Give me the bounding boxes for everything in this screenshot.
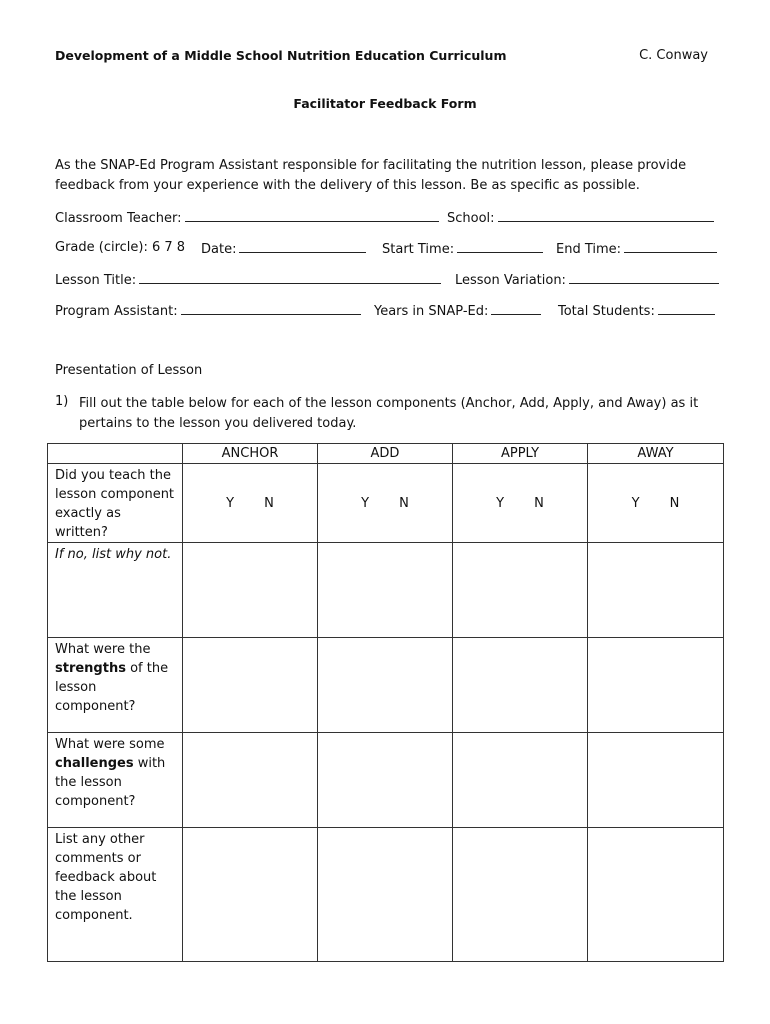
lesson-title-label: Lesson Title: — [55, 273, 137, 288]
answer-cell-add[interactable] — [318, 733, 453, 828]
school-line[interactable] — [498, 209, 714, 222]
yes-option[interactable]: Y — [496, 495, 505, 511]
row-label-taught: Did you teach the lesson component exactly as written? — [48, 464, 183, 543]
years-line[interactable] — [491, 302, 541, 315]
total-students-label: Total Students: — [558, 304, 655, 319]
total-students-line[interactable] — [658, 302, 715, 315]
column-header-away: AWAY — [588, 444, 724, 464]
answer-cell-apply[interactable] — [453, 638, 588, 733]
form-title: Facilitator Feedback Form — [293, 96, 477, 111]
grade-field[interactable] — [55, 240, 185, 255]
start-time-field[interactable] — [382, 240, 543, 257]
grade-label: Grade (circle): 6 7 8 — [55, 240, 186, 255]
no-option[interactable]: N — [399, 495, 409, 511]
lesson-title-line[interactable] — [139, 271, 441, 284]
classroom-teacher-field[interactable] — [55, 209, 439, 226]
no-option[interactable]: N — [669, 495, 680, 511]
table-row — [48, 733, 724, 828]
answer-cell-apply[interactable] — [453, 543, 588, 638]
yes-option[interactable]: Y — [361, 495, 370, 511]
answer-cell-add[interactable] — [318, 638, 453, 733]
yn-cell-anchor[interactable] — [183, 464, 318, 543]
question-text: Fill out the table below for each of the lesson components (Anchor, Add, Apply, and Away) as it pertains to the lesson you delivered today. — [79, 396, 699, 431]
answer-cell-anchor[interactable] — [183, 638, 318, 733]
lesson-variation-field[interactable] — [455, 271, 719, 288]
total-students-field[interactable] — [558, 302, 715, 319]
row-label-challenges — [48, 733, 183, 828]
column-header-add: ADD — [318, 444, 453, 464]
strengths-pre: What were the — [55, 642, 151, 657]
end-time-label: End Time: — [556, 242, 622, 257]
end-time-field[interactable] — [556, 240, 717, 257]
classroom-teacher-line[interactable] — [185, 209, 439, 222]
yn-cell-apply[interactable] — [453, 464, 588, 543]
answer-cell-add[interactable] — [318, 828, 453, 962]
date-line[interactable] — [239, 240, 366, 253]
answer-cell-away[interactable] — [588, 733, 724, 828]
yn-cell-away[interactable] — [588, 464, 724, 543]
question-number: 1) — [55, 394, 69, 409]
row-label-comments: List any other comments or feedback about the lesson component. — [48, 828, 183, 962]
row-label-if-no: If no, list why not. — [48, 543, 183, 638]
strengths-bold: strengths — [55, 661, 126, 676]
column-header-anchor: ANCHOR — [183, 444, 318, 464]
document-author: C. Conway — [639, 48, 708, 63]
answer-cell-anchor[interactable] — [183, 733, 318, 828]
table-row — [48, 543, 724, 638]
yes-option[interactable]: Y — [226, 495, 235, 511]
strengths-post: of the lesson component? — [55, 661, 169, 714]
document-header-title: Development of a Middle School Nutrition Education Curriculum — [55, 48, 507, 63]
program-assistant-field[interactable] — [55, 302, 361, 319]
table-row — [48, 828, 724, 962]
answer-cell-anchor[interactable] — [183, 543, 318, 638]
column-header-apply: APPLY — [453, 444, 588, 464]
table-header-row — [48, 444, 724, 464]
answer-cell-away[interactable] — [588, 828, 724, 962]
answer-cell-anchor[interactable] — [183, 828, 318, 962]
lesson-variation-label: Lesson Variation: — [455, 273, 566, 288]
program-assistant-line[interactable] — [181, 302, 361, 315]
date-field[interactable] — [201, 240, 366, 257]
lesson-title-field[interactable] — [55, 271, 441, 288]
intro-paragraph: As the SNAP-Ed Program Assistant responsible for facilitating the nutrition lesson, please provide feedback from your experience with the delivery of this lesson. Be as specific as possible. — [55, 158, 687, 193]
feedback-table — [47, 443, 724, 962]
table-row — [48, 638, 724, 733]
answer-cell-away[interactable] — [588, 543, 724, 638]
challenges-bold: challenges — [55, 756, 134, 771]
table-row — [48, 464, 724, 543]
lesson-variation-line[interactable] — [569, 271, 719, 284]
school-label: School: — [447, 211, 495, 226]
answer-cell-add[interactable] — [318, 543, 453, 638]
date-label: Date: — [201, 242, 237, 257]
yn-cell-add[interactable] — [318, 464, 453, 543]
answer-cell-apply[interactable] — [453, 733, 588, 828]
row-label-strengths — [48, 638, 183, 733]
answer-cell-apply[interactable] — [453, 828, 588, 962]
school-field[interactable] — [447, 209, 714, 226]
section-heading: Presentation of Lesson — [55, 363, 203, 378]
yes-option[interactable]: Y — [631, 495, 640, 511]
no-option[interactable]: N — [534, 495, 544, 511]
start-time-label: Start Time: — [382, 242, 455, 257]
end-time-line[interactable] — [624, 240, 717, 253]
no-option[interactable]: N — [264, 495, 274, 511]
challenges-pre: What were some — [55, 737, 165, 752]
start-time-line[interactable] — [457, 240, 543, 253]
years-field[interactable] — [374, 302, 541, 319]
challenges-post: with the lesson component? — [55, 756, 166, 809]
years-label: Years in SNAP-Ed: — [374, 304, 489, 319]
classroom-teacher-label: Classroom Teacher: — [55, 211, 182, 226]
program-assistant-label: Program Assistant: — [55, 304, 178, 319]
header-empty-cell — [48, 444, 183, 464]
answer-cell-away[interactable] — [588, 638, 724, 733]
